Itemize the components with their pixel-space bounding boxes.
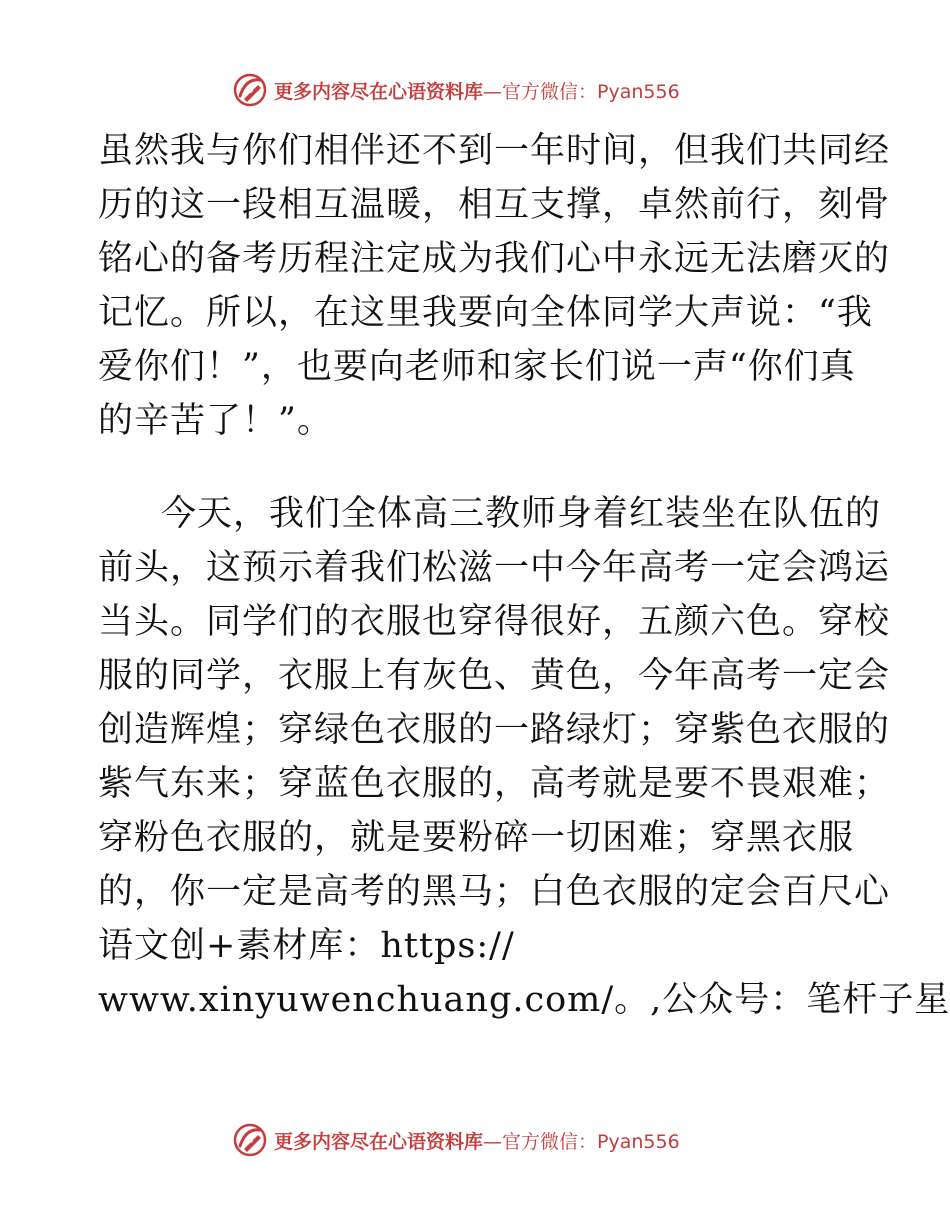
footer-banner-main: 更多内容尽在心语资料库 [274, 1130, 484, 1153]
paragraph-line: 虽然我与你们相伴还不到一年时间，但我们共同经 [98, 131, 891, 171]
paragraph-gap [98, 448, 858, 487]
paragraph-line: www.xinyuwenchuang.com/。,公众号：笔杆子星 [98, 980, 950, 1020]
paragraph-line: 当头。同学们的衣服也穿得很好，五颜六色。穿校 [98, 602, 891, 642]
red-pen-emblem-icon [232, 1122, 268, 1158]
header-banner-sub: —官方微信：Pyan556 [483, 80, 680, 103]
paragraph-line: 爱你们！”，也要向老师和家长们说一声“你们真 [98, 347, 856, 387]
paragraph-line: 的辛苦了！”。 [98, 401, 333, 441]
paragraph-line: 紫气东来；穿蓝色衣服的，高考就是要不畏艰难； [98, 764, 891, 804]
paragraph-line: 穿粉色衣服的，就是要粉碎一切困难；穿黑衣服 [98, 818, 855, 858]
paragraph-line: 语文创+素材库：https:// [98, 926, 515, 966]
header-banner [232, 70, 732, 110]
header-banner-main: 更多内容尽在心语资料库 [274, 80, 484, 103]
paragraph-2 [98, 487, 950, 1027]
footer-banner [232, 1120, 732, 1160]
paragraph-line: 的，你一定是高考的黑马；白色衣服的定会百尺心 [98, 872, 891, 912]
paragraph-line: 今天，我们全体高三教师身着红装坐在队伍的 [161, 494, 882, 534]
red-pen-emblem-icon [232, 72, 268, 108]
header-banner-text [274, 77, 680, 104]
footer-banner-sub: —官方微信：Pyan556 [483, 1130, 680, 1153]
document-body [98, 124, 950, 1027]
footer-banner-text [274, 1127, 680, 1154]
paragraph-line: 记忆。所以，在这里我要向全体同学大声说：“我 [98, 293, 873, 333]
paragraph-line: 前头，这预示着我们松滋一中今年高考一定会鸿运 [98, 548, 891, 588]
paragraph-line: 服的同学，衣服上有灰色、黄色，今年高考一定会 [98, 656, 891, 696]
paragraph-line: 创造辉煌；穿绿色衣服的一路绿灯；穿紫色衣服的 [98, 710, 891, 750]
paragraph-line: 历的这一段相互温暖，相互支撑，卓然前行，刻骨 [98, 185, 891, 225]
paragraph-1 [98, 124, 891, 448]
paragraph-line: 铭心的备考历程注定成为我们心中永远无法磨灭的 [98, 239, 891, 279]
